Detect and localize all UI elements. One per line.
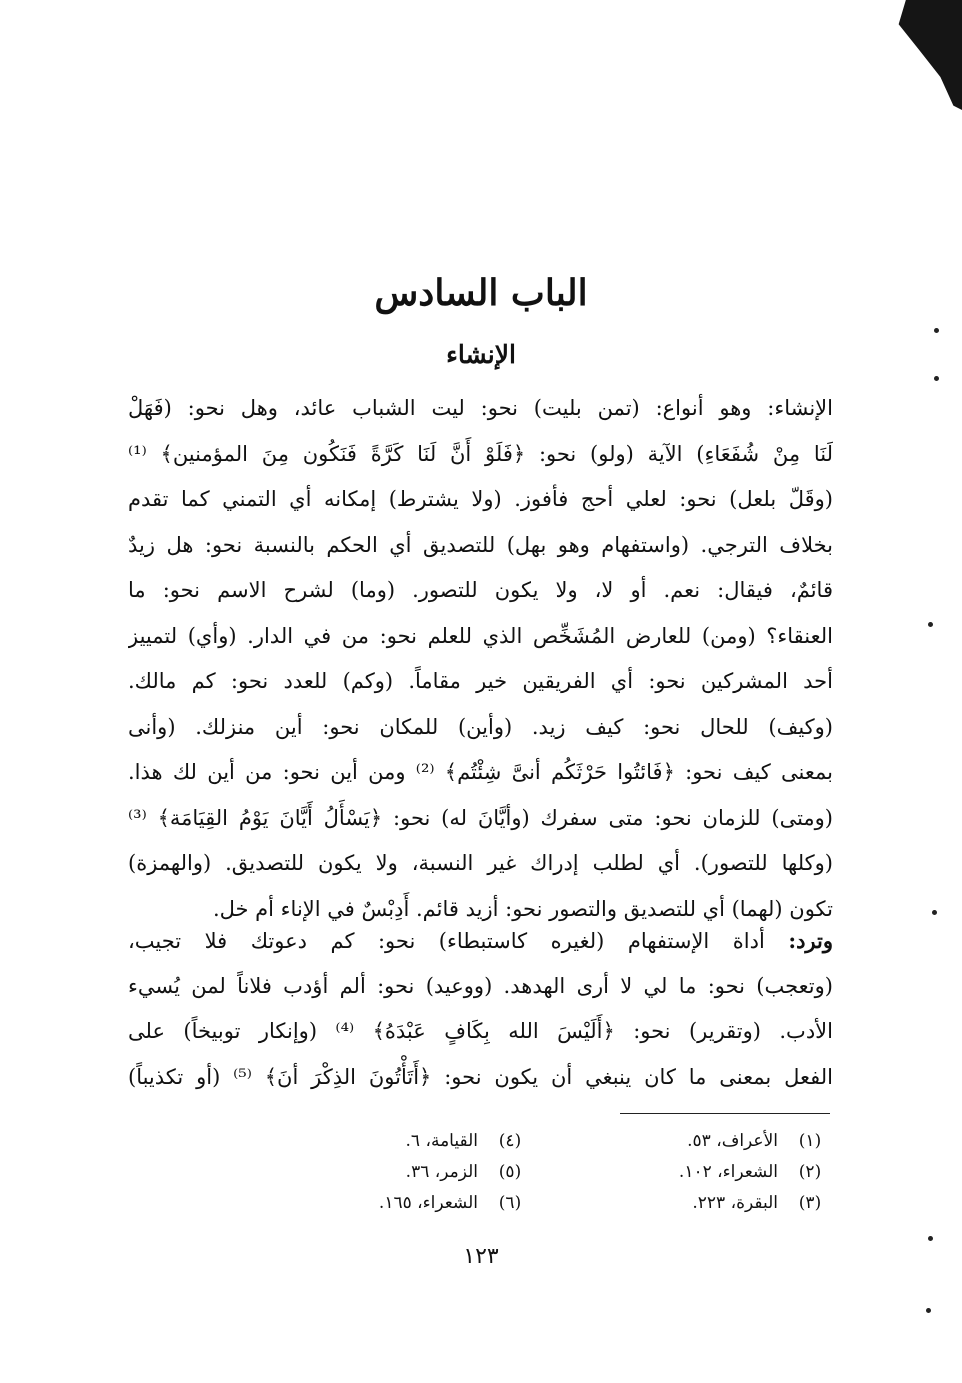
scan-speck	[926, 1308, 931, 1313]
footnote-ref: البقرة، ٢٢٣.	[692, 1193, 778, 1213]
footnote-divider	[620, 1113, 830, 1114]
footnote-number: (٢)	[798, 1162, 822, 1182]
scan-speck	[934, 328, 939, 333]
footnote	[300, 1188, 530, 1219]
footnote	[600, 1188, 830, 1219]
footnote-number: (٣)	[798, 1193, 822, 1213]
text-line: الفعل بمعنى ما كان ينبغي أن يكون نحو: ﴿أَتَأْتُونَ الذِكْرَ أنَ﴾ ⁽⁵⁾ (أو تكذيباً)	[128, 1064, 833, 1089]
footnote-ref: الشعراء، ١٠٢.	[678, 1162, 778, 1182]
text-line: (وكلها للتصور). أي لطلب إدراك غير النسبة، ولا يكون للتصديق. (والهمزة)	[128, 851, 833, 875]
footnote-ref: الزمر، ٣٦.	[405, 1162, 478, 1182]
section-title: الإنشاء	[446, 340, 516, 369]
footnote-ref: الأعراف، ٥٣.	[687, 1131, 778, 1151]
text-line: (وتعجب) نحو: ما لي لا أرى الهدهد. (ووعيد) نحو: ألم أؤدب فلاناً لمن يُسيء	[128, 973, 833, 998]
scan-corner-mark	[890, 0, 962, 110]
footnotes-column-right	[600, 1126, 830, 1219]
paragraph-keyword: وترد:	[788, 928, 833, 953]
footnote-number: (٦)	[498, 1193, 522, 1213]
paragraph-insha	[128, 386, 833, 932]
footnote	[600, 1157, 830, 1188]
footnote-ref: الشعراء، ١٦٥.	[378, 1193, 478, 1213]
text-line: (ومتى) للزمان نحو: متى سفرك (وأيَّانَ له) نحو: ﴿يَسْأَلُ أَيَّانَ يَوْمُ القِيَامَة﴾ ⁽³⁾	[128, 805, 833, 830]
text-line: الإنشاء: وهو أنواع: (تمن بليت) نحو: ليت الشباب عائد، وهل نحو: (فَهَلْ	[128, 396, 833, 420]
scan-speck	[928, 1236, 933, 1241]
footnote	[300, 1157, 530, 1188]
text-line: بخلاف الترجي. (واستفهام وهو بهل) للتصديق أي الحكم بالنسبة نحو: هل زيدٌ	[128, 532, 833, 557]
footnote-number: (١)	[798, 1131, 822, 1151]
text-line: قائمٌ، فيقال: نعم. أو لا، ولا يكون للتصور. (وما) لشرح الاسم نحو: ما	[128, 578, 833, 602]
footnote	[600, 1126, 830, 1157]
text-line: بمعنى كيف نحو: ﴿فَائتُوا حَرْثَكُم أنىَّ شِئْتُم﴾ ⁽²⁾ ومن أين نحو: من أين لك هذا.	[128, 760, 833, 784]
footnote-ref: القيامة، ٦.	[405, 1131, 478, 1151]
scan-speck	[934, 376, 939, 381]
footnote-number: (٤)	[498, 1131, 522, 1151]
footnote-number: (٥)	[498, 1162, 522, 1182]
chapter-title: الباب السادس	[374, 272, 588, 314]
text-line-rest: أداة الإستفهام (لغيره كاستبطاء) نحو: كم دعوتك فلا تجيب،	[128, 929, 765, 953]
text-line: (وقَلّ بلعل) نحو: لعلي أحج فأفوز. (ولا يشترط) إمكانه أي التمني كما تقدم	[128, 487, 833, 511]
text-line: (وكيف) للحال نحو: كيف زيد. (وأين) للمكان نحو: أين منزلك. (وأنى	[128, 714, 833, 739]
text-line: الأدب. (وتقرير) نحو: ﴿أَلَيْسَ الله بِكَافٍ عَبْدَهُ﴾ ⁽⁴⁾ (وإنكار توبيخاً) على	[128, 1019, 833, 1043]
text-line: العنقاء؟ (ومن) للعارض المُشَخِّص الذي للعلم نحو: من في الدار. (وأي) لتمييز	[128, 623, 833, 648]
text-line	[128, 918, 833, 964]
footnotes-column-left	[300, 1126, 530, 1219]
scan-speck	[928, 622, 933, 627]
page-number: ١٢٣	[463, 1244, 499, 1269]
text-line: تكون (لهما) أي للتصديق والتصور نحو: أزيد قائم. أَدِبْسٌ في الإناء أم خل.	[212, 896, 833, 921]
text-line: لَنَا مِنْ شُفَعَاءِ) الآية (ولو) نحو: ﴿فَلَوْ أَنَّ لَنَا كَرَّةً فَنَكُون مِنَ المؤمنين﴾ ⁽¹⁾	[128, 441, 833, 466]
scan-speck	[932, 910, 937, 915]
paragraph-istifham-uses	[128, 918, 833, 1100]
text-line: أحد المشركين نحو: أي الفريقين خير مقاماً. (وكم) للعدد نحو: كم مالك.	[128, 669, 833, 693]
footnote	[300, 1126, 530, 1157]
